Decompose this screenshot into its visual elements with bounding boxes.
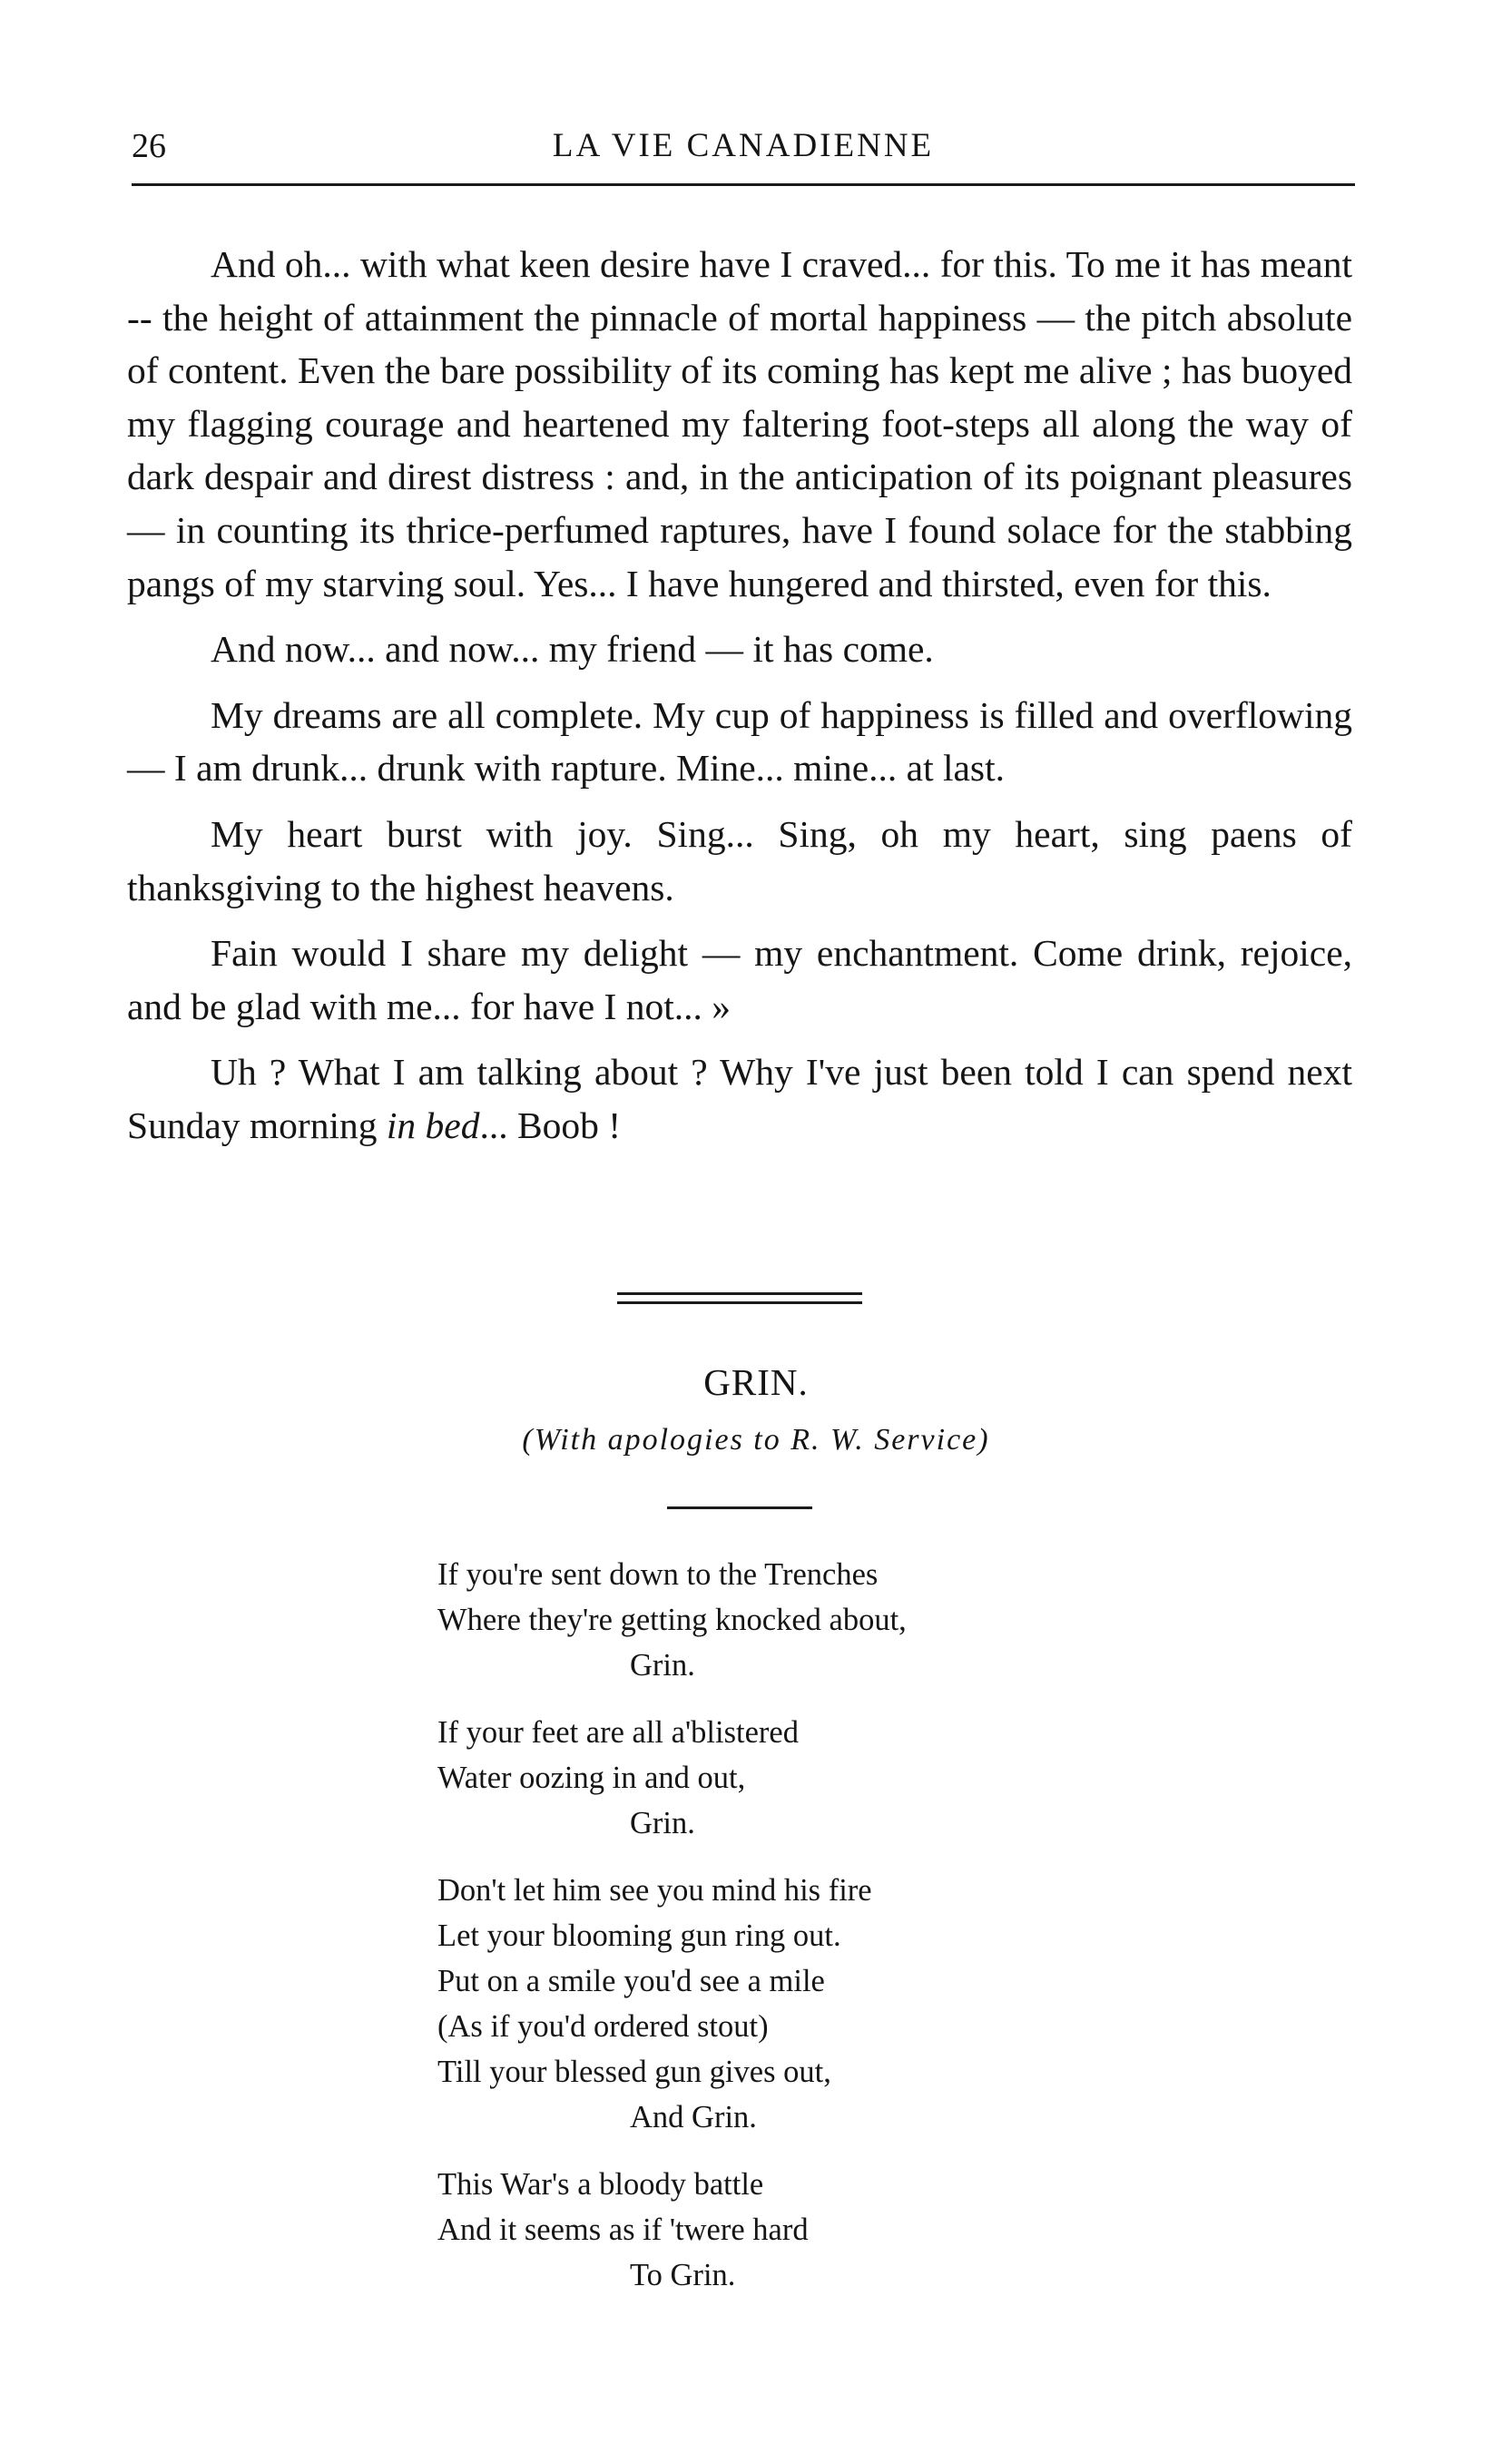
title-divider: [667, 1506, 812, 1509]
header-rule: [132, 183, 1355, 186]
verse-line: Let your blooming gun ring out.: [437, 1918, 841, 1953]
paragraph-text-end: ... Boob !: [479, 1104, 622, 1146]
paragraph: My heart burst with joy. Sing... Sing, oh my heart, sing paens of thanksgiving to the highest heavens.: [127, 812, 1352, 908]
prose-section: [127, 238, 1352, 1165]
emphasis-text: in bed: [386, 1104, 480, 1146]
verse-line: Don't let him see you mind his fire: [437, 1873, 872, 1908]
verse-line: This War's a bloody battle: [437, 2167, 764, 2202]
poem-body: [437, 1552, 1163, 2320]
verse-line: If you're sent down to the Trenches: [437, 1557, 879, 1592]
page-number: 26: [132, 127, 166, 165]
verse-line: (As if you'd ordered stout): [437, 2009, 769, 2044]
verse-line: And it seems as if 'twere hard: [437, 2213, 809, 2247]
paragraph: And oh... with what keen desire have I craved... for this. To me it has meant -- the height of attainment the pinnacle of mortal happiness — the pitch absolute of content. Even the bare possibility of its coming has kept me alive ; has buoyed my flagging courage and heartened my faltering foot-steps all along the way of dark despair and direst distress : and, in the anticipation of its poignant pleasures — in counting its thrice-perfumed raptures, have I found solace for the stabbing pangs of my starving soul. Yes... I have hungered and thirsted, even for this.: [127, 243, 1352, 604]
running-title: LA VIE CANADIENNE: [552, 127, 935, 164]
verse-line: Where they're getting knocked about,: [437, 1603, 907, 1637]
refrain-line: To Grin.: [630, 2258, 736, 2292]
paragraph-text: Uh ? What I am talking about ? Why I've just been told I can spend next Sunday morning: [127, 1051, 1352, 1146]
refrain-line: Grin.: [630, 1806, 695, 1840]
page-header: [132, 123, 1355, 169]
verse-line: Till your blessed gun gives out,: [437, 2055, 831, 2089]
section-divider: [617, 1292, 862, 1304]
stanza: [437, 1552, 1163, 1688]
paragraph-last: [127, 1045, 1352, 1152]
poem-subtitle: (With apologies to R. W. Service): [522, 1423, 990, 1457]
verse-line: Water oozing in and out,: [437, 1761, 746, 1795]
stanza: [437, 2162, 1163, 2298]
stanza: [437, 1710, 1163, 1846]
paragraph: My dreams are all complete. My cup of happiness is filled and overflowing — I am drunk... drunk with rapture. Mine... mine... at last.: [127, 693, 1352, 790]
paragraph: And now... and now... my friend — it has come.: [211, 628, 934, 671]
poem-title: GRIN.: [703, 1361, 809, 1403]
refrain-line: And Grin.: [630, 2100, 757, 2134]
verse-line: Put on a smile you'd see a mile: [437, 1964, 825, 1998]
stanza: [437, 1868, 1163, 2140]
paragraph: Fain would I share my delight — my enchantment. Come drink, rejoice, and be glad with me... for have I not... »: [127, 932, 1352, 1027]
verse-line: If your feet are all a'blistered: [437, 1715, 799, 1750]
refrain-line: Grin.: [630, 1648, 695, 1683]
